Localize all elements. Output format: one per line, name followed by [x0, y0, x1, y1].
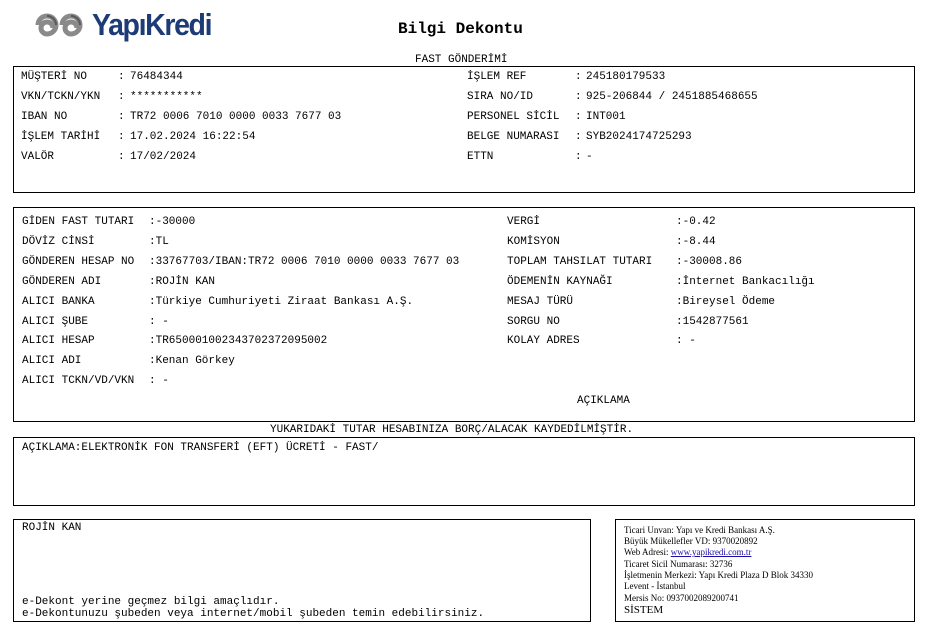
info-sep: :	[575, 151, 582, 163]
description-box	[13, 437, 915, 506]
detail-label: TOPLAM TAHSILAT TUTARI	[507, 256, 653, 268]
detail-label: ALICI ŞUBE	[22, 316, 89, 328]
info-label: VKN/TCKN/YKN	[21, 91, 101, 103]
debit-notice: YUKARIDAKİ TUTAR HESABINIZA BORÇ/ALACAK KAYDEDİLMİŞTİR.	[270, 424, 634, 436]
detail-value: :33767703/IBAN:TR72 0006 7010 0000 0033 7677 03	[149, 256, 460, 268]
transfer-details-box	[13, 207, 915, 422]
disclaimer-line-2: e-Dekontunuzu şubeden veya internet/mobil şubeden temin edebilirsiniz.	[22, 608, 485, 620]
info-label: BELGE NUMARASI	[467, 131, 560, 143]
web-label: Web Adresi:	[624, 547, 669, 557]
detail-value: :-0.42	[676, 216, 716, 228]
info-sep: :	[118, 111, 125, 123]
info-value: INT001	[586, 111, 626, 123]
footer-customer-box	[13, 519, 591, 622]
disclaimer-line-1: e-Dekont yerine geçmez bilgi amaçlıdır.	[22, 596, 280, 608]
detail-label: GİDEN FAST TUTARI	[22, 216, 135, 228]
bank-vd: Büyük Mükellefler VD: 9370020892	[624, 536, 758, 546]
info-value: ***********	[130, 91, 203, 103]
info-sep: :	[118, 91, 125, 103]
detail-label: KOLAY ADRES	[507, 335, 580, 347]
bank-merkez: İşletmenin Merkezi: Yapı Kredi Plaza D Blok 34330	[624, 570, 813, 580]
detail-value: :1542877561	[676, 316, 749, 328]
info-value: 17.02.2024 16:22:54	[130, 131, 256, 143]
detail-label: DÖVİZ CİNSİ	[22, 236, 95, 248]
info-sep: :	[118, 131, 125, 143]
detail-label: ALICI TCKN/VD/VKN	[22, 375, 135, 387]
bank-web	[624, 547, 751, 558]
page-title: Bilgi Dekontu	[398, 20, 523, 38]
info-label: IBAN NO	[21, 111, 68, 123]
detail-value: :-8.44	[676, 236, 716, 248]
info-value: 245180179533	[586, 71, 666, 83]
info-sep: :	[575, 111, 582, 123]
info-value: -	[586, 151, 593, 163]
system-label: SİSTEM	[624, 604, 664, 616]
account-info-box	[13, 66, 915, 193]
info-label: İŞLEM TARİHİ	[21, 131, 101, 143]
info-value: 17/02/2024	[130, 151, 197, 163]
info-sep: :	[118, 71, 125, 83]
detail-label: MESAJ TÜRÜ	[507, 296, 574, 308]
yapikredi-logo	[32, 8, 212, 44]
logo-text: YapıKredi	[92, 7, 212, 42]
aciklama-heading: AÇIKLAMA	[577, 395, 630, 407]
bank-web-link[interactable]: www.yapikredi.com.tr	[670, 547, 752, 557]
detail-value: : -	[676, 335, 696, 347]
detail-label: ALICI ADI	[22, 355, 82, 367]
detail-label: ÖDEMENİN KAYNAĞI	[507, 276, 613, 288]
detail-label: KOMİSYON	[507, 236, 560, 248]
info-value: TR72 0006 7010 0000 0033 7677 03	[130, 111, 342, 123]
description-text: AÇIKLAMA:ELEKTRONİK FON TRANSFERİ (EFT) ÜCRETİ - FAST/	[22, 442, 379, 454]
detail-value: :İnternet Bankacılığı	[676, 276, 815, 288]
info-label: İŞLEM REF	[467, 71, 527, 83]
detail-label: GÖNDEREN HESAP NO	[22, 256, 135, 268]
detail-value: :TR650001002343702372095002	[149, 335, 328, 347]
detail-label: GÖNDEREN ADI	[22, 276, 102, 288]
footer-bank-info-box	[615, 519, 915, 622]
customer-name: ROJİN KAN	[22, 522, 82, 534]
info-value: 76484344	[130, 71, 183, 83]
page-subtitle: FAST GÖNDERİMİ	[415, 54, 508, 66]
detail-label: VERGİ	[507, 216, 541, 228]
detail-value: : -	[149, 375, 169, 387]
info-sep: :	[575, 131, 582, 143]
info-sep: :	[575, 91, 582, 103]
detail-value: :-30000	[149, 216, 196, 228]
detail-value: :ROJİN KAN	[149, 276, 216, 288]
bank-merkez-line2: Levent - İstanbul	[624, 581, 686, 591]
logo-mark-icon	[32, 10, 92, 40]
detail-label: ALICI BANKA	[22, 296, 95, 308]
info-sep: :	[575, 71, 582, 83]
detail-label: ALICI HESAP	[22, 335, 95, 347]
info-label: SIRA NO/ID	[467, 91, 534, 103]
info-label: PERSONEL SİCİL	[467, 111, 560, 123]
detail-value: :Bireysel Ödeme	[676, 296, 776, 308]
detail-label: SORGU NO	[507, 316, 560, 328]
detail-value: :TL	[149, 236, 169, 248]
info-value: 925-206844 / 2451885468655	[586, 91, 758, 103]
info-label: VALÖR	[21, 151, 55, 163]
bank-unvan: Ticari Unvan: Yapı ve Kredi Bankası A.Ş.	[624, 525, 775, 535]
detail-value: :-30008.86	[676, 256, 743, 268]
info-label: MÜŞTERİ NO	[21, 71, 88, 83]
info-value: SYB2024174725293	[586, 131, 692, 143]
info-sep: :	[118, 151, 125, 163]
bank-mersis: Mersis No: 0937002089200741	[624, 593, 739, 603]
bank-sicil: Ticaret Sicil Numarası: 32736	[624, 559, 733, 569]
info-label: ETTN	[467, 151, 494, 163]
detail-value: :Türkiye Cumhuriyeti Ziraat Bankası A.Ş.	[149, 296, 414, 308]
detail-value: : -	[149, 316, 169, 328]
detail-value: :Kenan Görkey	[149, 355, 235, 367]
